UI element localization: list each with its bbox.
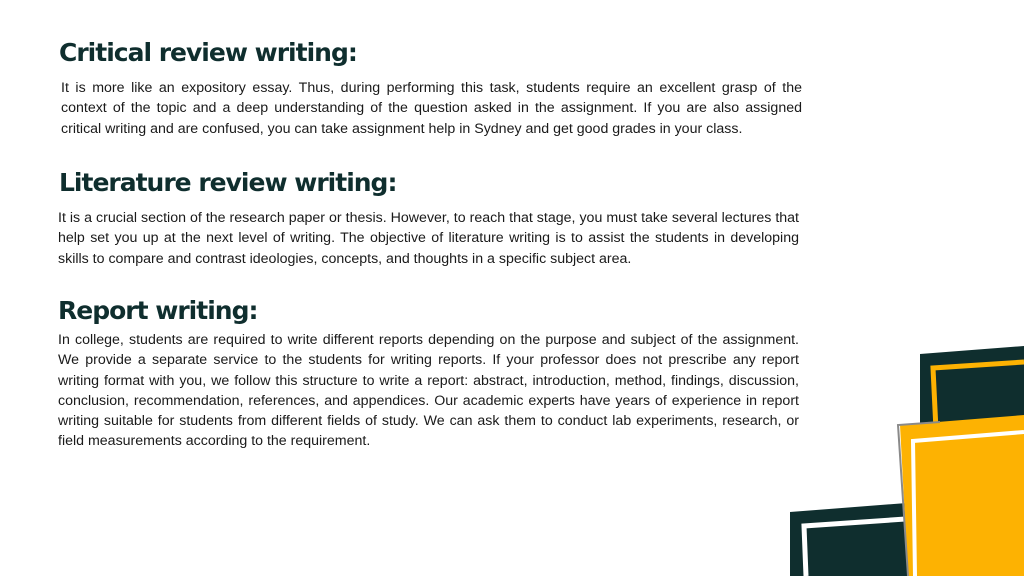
section-heading-critical-review: Critical review writing: — [59, 38, 357, 67]
section-body-report-writing: In college, students are required to write different reports depending on the purpose and subject of the assignment. We provide a separate service to the students for writing reports. If your professor does not prescribe any report writing format with you, we follow this structure to write a report: abstract, introduction, method, findings, discussion, conclusion, recommendation, references, and appendices. Our academic experts have years of experience in report writing suitable for students from different fields of study. We can ask them to conduct lab experiments, research, or field measurements according to the requirement. — [58, 332, 799, 450]
section-heading-literature-review: Literature review writing: — [59, 168, 397, 197]
section-body-critical-review: It is more like an expository essay. Thus, during performing this task, students require an excellent grasp of the context of the topic and a deep understanding of the question asked in the assignment. If you are also assigned critical writing and are confused, you can take assignment help in Sydney and get good grades in your class. — [61, 80, 802, 137]
section-heading-report-writing: Report writing: — [58, 296, 258, 325]
dark-square-bottom — [790, 502, 920, 576]
section-body-literature-review: It is a crucial section of the research paper or thesis. However, to reach that stage, you must take several lectures that help set you up at the next level of writing. The objective of literature writing is to assist the students in developing skills to compare and contrast ideologies, concepts, and thoughts in a specific subject area. — [58, 210, 799, 267]
